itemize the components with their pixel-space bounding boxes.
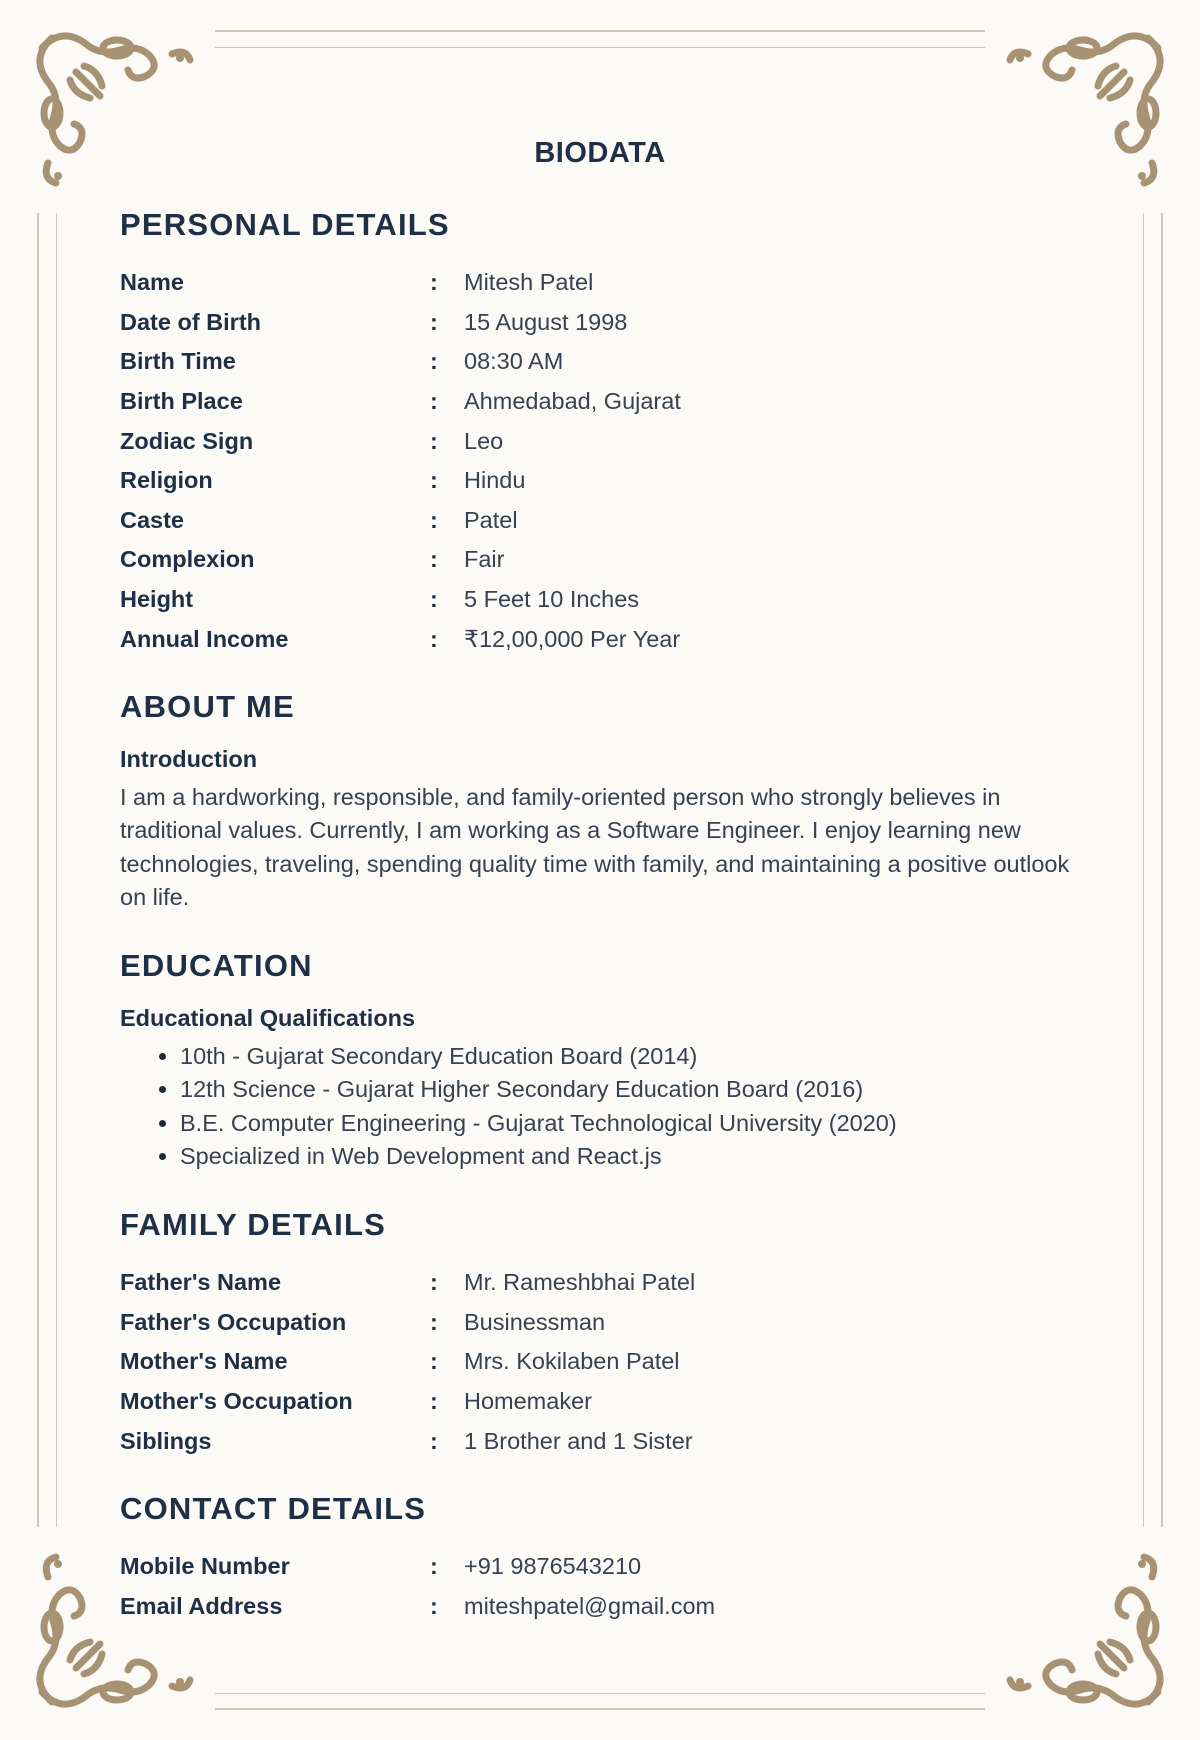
separator: : [430,1553,438,1580]
list-item: • B.E. Computer Engineering - Gujarat Technological University (2020) [180,1107,1080,1141]
frame-right-line-inner [1143,213,1144,1527]
page-title: BIODATA [534,137,666,169]
separator: : [430,625,438,652]
list-item: • Specialized in Web Development and React.js [180,1140,1080,1174]
contact-details-list [120,1547,1080,1626]
detail-row [120,382,1080,422]
frame-bottom-line-inner [215,1693,985,1694]
detail-value: Leo [464,427,504,454]
frame-left-line [37,213,39,1527]
detail-label: Father's Occupation [120,1308,347,1335]
detail-label: Annual Income [120,625,289,652]
separator: : [430,308,438,335]
detail-label: Name [120,269,185,296]
detail-label: Birth Place [120,388,243,415]
detail-value: 5 Feet 10 Inches [464,586,640,613]
separator: : [430,1308,438,1335]
detail-value: 15 August 1998 [464,308,628,335]
frame-left-line-inner [56,213,57,1527]
separator: : [430,467,438,494]
separator: : [430,1269,438,1296]
mobile-number-value: +91 9876543210 [464,1553,642,1580]
detail-row [120,1303,1080,1343]
detail-row [120,540,1080,580]
detail-label: Father's Name [120,1269,282,1296]
separator: : [430,348,438,375]
introduction-text: I am a hardworking, responsible, and family-oriented person who strongly believes in traditional values. Currently, I am working as a Software Engineer. I enjoy learning new technologies, traveling, spending quality time with family, and maintaining a positive outlook on life. [120,783,1070,911]
about-me-heading: ABOUT ME [120,688,295,724]
detail-label: Caste [120,506,185,533]
detail-value: Mr. Rameshbhai Patel [464,1269,696,1296]
detail-row [120,1342,1080,1382]
detail-label: Mobile Number [120,1553,290,1580]
separator: : [430,1427,438,1454]
detail-value: Mitesh Patel [464,269,594,296]
corner-ornament-top-left-icon [22,18,202,198]
separator: : [430,586,438,613]
detail-value: Hindu [464,467,526,494]
frame-right-line [1161,213,1163,1527]
family-details-heading: FAMILY DETAILS [120,1206,386,1242]
corner-ornament-top-right-icon [998,18,1178,198]
frame-top-line-inner [215,47,985,48]
frame-bottom-line [215,1708,985,1710]
detail-value: Ahmedabad, Gujarat [464,388,681,415]
detail-value: 1 Brother and 1 Sister [464,1427,693,1454]
list-item: • 12th Science - Gujarat Higher Secondary Education Board (2016) [180,1073,1080,1107]
detail-value: Homemaker [464,1388,592,1415]
detail-value: Businessman [464,1308,606,1335]
introduction-subheading: Introduction [120,745,258,772]
frame-top-line [215,30,985,32]
detail-label: Mother's Occupation [120,1388,353,1415]
detail-label: Email Address [120,1592,283,1619]
detail-row [120,303,1080,343]
separator: : [430,1348,438,1375]
detail-row [120,461,1080,501]
detail-value: Mrs. Kokilaben Patel [464,1348,680,1375]
detail-row [120,342,1080,382]
separator: : [430,546,438,573]
detail-row [120,421,1080,461]
education-heading: EDUCATION [120,947,313,983]
detail-label: Mother's Name [120,1348,288,1375]
detail-row [120,1263,1080,1303]
detail-row [120,501,1080,541]
separator: : [430,427,438,454]
detail-row [120,1382,1080,1422]
contact-details-heading: CONTACT DETAILS [120,1490,427,1526]
detail-label: Siblings [120,1427,212,1454]
detail-label: Height [120,586,194,613]
email-address-value: miteshpatel@gmail.com [464,1592,716,1619]
detail-value: Patel [464,506,518,533]
separator: : [430,1592,438,1619]
detail-value: Fair [464,546,505,573]
detail-label: Religion [120,467,213,494]
detail-row [120,263,1080,303]
separator: : [430,1388,438,1415]
detail-row [120,580,1080,620]
personal-details-heading: PERSONAL DETAILS [120,207,450,242]
qualifications-subheading: Educational Qualifications [120,1004,416,1031]
separator: : [430,388,438,415]
detail-label: Birth Time [120,348,236,375]
personal-details-list [120,263,1080,659]
detail-value: ₹12,00,000 Per Year [464,626,681,653]
detail-label: Zodiac Sign [120,427,254,454]
detail-row [120,1547,1080,1587]
detail-value: 08:30 AM [464,348,564,375]
detail-label: Date of Birth [120,308,261,335]
list-item: • 10th - Gujarat Secondary Education Board (2014) [180,1040,1080,1074]
separator: : [430,269,438,296]
detail-row [120,1421,1080,1461]
detail-label: Complexion [120,546,255,573]
separator: : [430,506,438,533]
family-details-list [120,1263,1080,1461]
detail-row [120,1587,1080,1627]
biodata-content [120,207,1080,1626]
detail-row [120,619,1080,659]
qualifications-list [120,1040,1080,1174]
